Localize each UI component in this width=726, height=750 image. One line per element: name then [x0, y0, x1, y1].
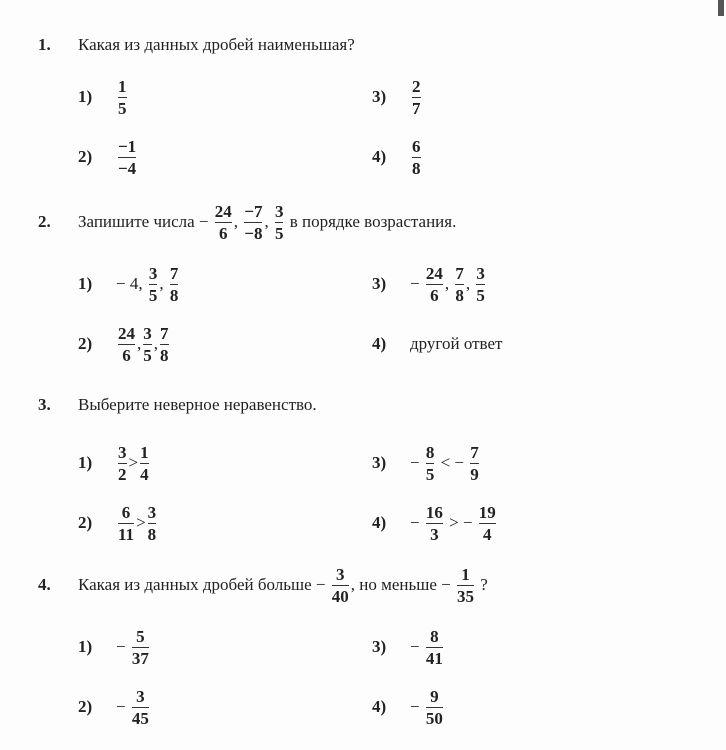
option-expression — [410, 264, 487, 305]
question-text — [78, 565, 488, 606]
text-segment: ? — [476, 575, 488, 594]
fraction-numerator: −1 — [118, 136, 137, 156]
fraction — [412, 137, 421, 178]
question-header — [38, 200, 718, 244]
fraction-denominator: 5 — [476, 285, 485, 305]
fraction — [170, 264, 179, 305]
fraction-numerator: 7 — [169, 263, 179, 283]
fraction — [143, 324, 152, 365]
answer-option-4 — [372, 493, 672, 553]
fraction-numerator: 3 — [336, 564, 345, 584]
answer-options — [78, 617, 718, 737]
fraction-denominator: 8 — [169, 285, 179, 305]
text-segment: , — [153, 334, 158, 353]
question-number: 1. — [38, 35, 51, 54]
option-expression — [116, 264, 180, 305]
answer-option-1 — [78, 433, 372, 493]
fraction — [160, 324, 169, 365]
text-segment: другой ответ — [410, 334, 503, 353]
fraction-bar — [426, 463, 435, 464]
fraction-numerator: 3 — [136, 686, 145, 706]
option-label: 1) — [78, 87, 93, 106]
fraction-numerator: 8 — [425, 442, 435, 462]
fraction — [426, 264, 443, 305]
question-text — [78, 202, 456, 243]
fraction — [118, 443, 127, 484]
option-expression — [116, 443, 151, 484]
fraction-numerator: 24 — [425, 263, 443, 283]
fraction-bar — [426, 284, 443, 285]
fraction-numerator: 2 — [412, 76, 421, 96]
question-header — [38, 23, 718, 67]
fraction — [215, 202, 232, 243]
option-expression — [410, 627, 445, 668]
fraction-denominator: 40 — [331, 586, 349, 606]
fraction-bar — [244, 222, 262, 223]
answer-option-4 — [372, 677, 672, 737]
fraction-bar — [149, 284, 158, 285]
fraction-denominator: 11 — [118, 524, 135, 544]
option-expression — [410, 137, 423, 178]
fraction — [476, 264, 485, 305]
text-segment: Запишите числа — [78, 212, 199, 231]
fraction-denominator: 9 — [470, 464, 479, 484]
fraction-denominator: 4 — [140, 464, 149, 484]
fraction-denominator: 6 — [122, 345, 131, 365]
question-2 — [38, 200, 718, 374]
fraction-numerator: 6 — [121, 502, 131, 522]
fraction-bar — [118, 344, 135, 345]
answer-option-1 — [78, 254, 372, 314]
option-expression — [116, 137, 138, 178]
fraction-numerator: 3 — [143, 323, 152, 343]
fraction-denominator: 5 — [274, 223, 284, 243]
option-expression — [410, 334, 502, 354]
fraction-numerator: −7 — [244, 201, 263, 221]
option-label: 2) — [78, 513, 93, 532]
fraction — [244, 202, 262, 243]
fraction — [426, 627, 443, 668]
fraction-denominator: 8 — [455, 285, 464, 305]
text-segment: , — [137, 334, 142, 353]
fraction-bar — [426, 523, 443, 524]
option-expression — [410, 443, 481, 484]
fraction-denominator: 41 — [425, 648, 443, 668]
fraction-denominator: 8 — [160, 345, 169, 365]
answer-option-2 — [78, 677, 372, 737]
option-expression — [116, 687, 151, 728]
question-header — [38, 383, 718, 427]
fraction-denominator: 2 — [118, 464, 127, 484]
question-number: 2. — [38, 212, 51, 231]
question-header — [38, 563, 718, 607]
text-segment: − 4, — [116, 274, 147, 293]
fraction — [118, 324, 135, 365]
text-segment: в порядке возрастания. — [285, 212, 457, 231]
fraction-numerator: 3 — [148, 263, 158, 283]
fraction-bar — [476, 284, 485, 285]
fraction-bar — [148, 523, 157, 524]
fraction-bar — [457, 585, 474, 586]
fraction-numerator: 1 — [461, 564, 470, 584]
answer-option-4 — [372, 127, 672, 187]
fraction-numerator: 3 — [274, 201, 284, 221]
fraction-denominator: 5 — [118, 98, 127, 118]
fraction-numerator: 7 — [455, 263, 464, 283]
fraction-denominator: 4 — [483, 524, 492, 544]
option-label: 4) — [372, 147, 387, 166]
text-segment: Какая из данных дробей наименьшая? — [78, 35, 355, 54]
answer-option-4 — [372, 314, 672, 374]
fraction-denominator: 7 — [412, 98, 421, 118]
option-expression — [410, 77, 423, 118]
answer-options — [78, 433, 718, 553]
fraction-denominator: 37 — [131, 648, 149, 668]
scan-edge-mark — [718, 0, 724, 16]
fraction-numerator: 7 — [160, 323, 169, 343]
answer-option-2 — [78, 127, 372, 187]
text-segment: > — [128, 453, 139, 472]
fraction-bar — [118, 97, 127, 98]
fraction-numerator: 3 — [476, 263, 485, 283]
fraction — [275, 202, 284, 243]
option-label: 3) — [372, 637, 387, 656]
option-label: 2) — [78, 697, 93, 716]
fraction-numerator: 3 — [147, 502, 157, 522]
fraction-numerator: 6 — [412, 136, 421, 156]
option-expression — [116, 627, 151, 668]
fraction-numerator: 24 — [214, 201, 232, 221]
fraction — [455, 264, 464, 305]
option-expression — [116, 503, 158, 544]
text-segment: − — [410, 274, 424, 293]
fraction-bar — [470, 463, 479, 464]
fraction-denominator: 5 — [425, 464, 435, 484]
text-segment: − — [410, 697, 424, 716]
answer-options — [78, 67, 718, 187]
fraction-bar — [118, 463, 127, 464]
question-number: 4. — [38, 575, 51, 594]
fraction — [457, 565, 474, 606]
fraction-numerator: 7 — [470, 442, 479, 462]
answer-options — [78, 254, 718, 374]
text-segment: − — [116, 697, 130, 716]
fraction-bar — [132, 647, 149, 648]
question-1 — [38, 23, 718, 187]
option-label: 2) — [78, 334, 93, 353]
fraction-bar — [143, 344, 152, 345]
answer-option-3 — [372, 67, 672, 127]
option-label: 1) — [78, 274, 93, 293]
fraction — [149, 264, 158, 305]
option-label: 1) — [78, 453, 93, 472]
fraction-bar — [140, 463, 149, 464]
fraction-bar — [479, 523, 496, 524]
answer-option-3 — [372, 254, 672, 314]
text-segment: − — [441, 575, 455, 594]
fraction-numerator: 5 — [136, 626, 145, 646]
fraction-denominator: 5 — [143, 345, 152, 365]
fraction-denominator: 6 — [219, 223, 228, 243]
text-segment: , — [159, 274, 168, 293]
text-segment: − — [198, 212, 213, 231]
fraction-denominator: 6 — [430, 285, 439, 305]
option-label: 3) — [372, 87, 387, 106]
option-label: 3) — [372, 274, 387, 293]
fraction — [412, 77, 421, 118]
fraction-bar — [332, 585, 349, 586]
fraction-numerator: 24 — [118, 323, 135, 343]
fraction — [426, 687, 443, 728]
fraction-bar — [426, 647, 443, 648]
fraction-denominator: 8 — [147, 524, 157, 544]
text-segment: − — [410, 453, 424, 472]
fraction-numerator: 19 — [478, 502, 496, 522]
fraction-bar — [170, 284, 179, 285]
question-number: 3. — [38, 395, 51, 414]
fraction-bar — [426, 707, 443, 708]
fraction-bar — [160, 344, 169, 345]
option-label: 2) — [78, 147, 93, 166]
option-label: 4) — [372, 513, 387, 532]
fraction-denominator: 45 — [131, 708, 149, 728]
fraction — [470, 443, 479, 484]
fraction-bar — [412, 157, 421, 158]
text-segment: , — [233, 212, 243, 231]
fraction-numerator: 9 — [430, 686, 439, 706]
text-segment: < − — [436, 453, 469, 472]
answer-option-1 — [78, 67, 372, 127]
fraction-bar — [132, 707, 149, 708]
fraction-denominator: 35 — [457, 586, 474, 606]
fraction-numerator: 1 — [118, 76, 127, 96]
text-segment: − — [410, 637, 424, 656]
option-label: 3) — [372, 453, 387, 472]
fraction — [426, 443, 435, 484]
answer-option-3 — [372, 433, 672, 493]
fraction-numerator: 1 — [140, 442, 149, 462]
text-segment: − — [116, 637, 130, 656]
text-segment: Какая из данных дробей больше — [78, 575, 316, 594]
answer-option-2 — [78, 493, 372, 553]
answer-option-1 — [78, 617, 372, 677]
text-segment: − — [315, 575, 330, 594]
question-text — [78, 395, 317, 415]
fraction-bar — [215, 222, 232, 223]
fraction — [118, 137, 136, 178]
text-segment: , но меньше — [350, 575, 442, 594]
option-label: 4) — [372, 334, 387, 353]
fraction — [132, 627, 149, 668]
text-segment: − — [410, 513, 424, 532]
fraction — [148, 503, 157, 544]
fraction — [140, 443, 149, 484]
option-expression — [410, 503, 498, 544]
option-expression — [410, 687, 445, 728]
fraction-numerator: 3 — [118, 442, 127, 462]
question-4 — [38, 563, 718, 737]
fraction-denominator: 5 — [148, 285, 158, 305]
answer-option-3 — [372, 617, 672, 677]
option-expression — [116, 324, 171, 365]
fraction-numerator: 8 — [430, 626, 439, 646]
option-label: 4) — [372, 697, 387, 716]
text-segment: > — [136, 513, 146, 532]
question-3 — [38, 383, 718, 553]
fraction-bar — [118, 157, 136, 158]
text-segment: > − — [444, 513, 477, 532]
answer-option-2 — [78, 314, 372, 374]
fraction — [118, 503, 134, 544]
text-segment: , — [444, 274, 454, 293]
question-text — [78, 35, 355, 55]
fraction-denominator: 3 — [430, 524, 439, 544]
option-label: 1) — [78, 637, 93, 656]
fraction-numerator: 16 — [425, 502, 443, 522]
fraction-denominator: 8 — [412, 158, 421, 178]
fraction-denominator: −8 — [244, 223, 263, 243]
fraction-denominator: 50 — [425, 708, 443, 728]
text-segment: , — [465, 274, 475, 293]
fraction — [118, 77, 127, 118]
fraction — [479, 503, 496, 544]
fraction-denominator: −4 — [118, 158, 137, 178]
option-expression — [116, 77, 129, 118]
fraction-bar — [275, 222, 284, 223]
fraction-bar — [412, 97, 421, 98]
text-segment: Выберите неверное неравенство. — [78, 395, 317, 414]
text-segment: , — [264, 212, 273, 231]
fraction — [426, 503, 443, 544]
fraction — [132, 687, 149, 728]
fraction-bar — [455, 284, 464, 285]
fraction — [332, 565, 349, 606]
fraction-bar — [118, 523, 134, 524]
